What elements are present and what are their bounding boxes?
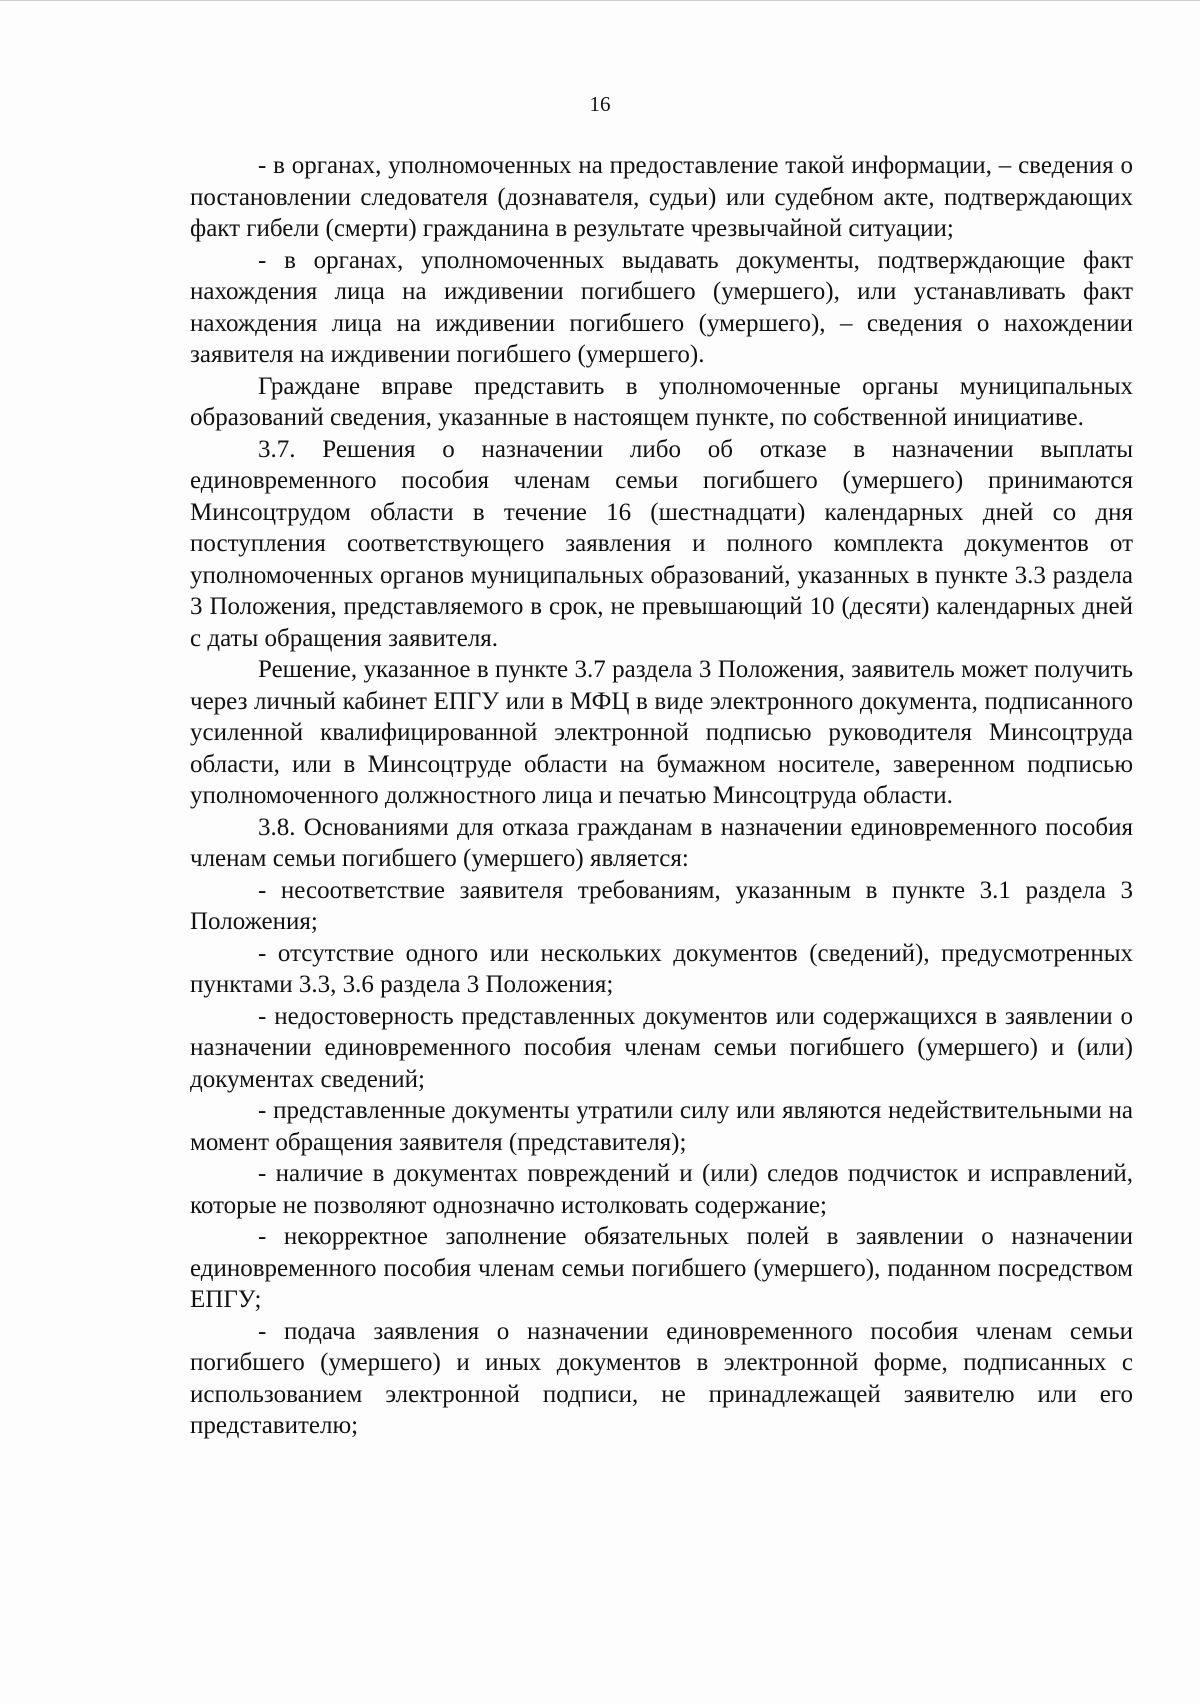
- scan-edge: [0, 0, 1200, 1]
- paragraph: Граждане вправе представить в уполномоченные органы муниципальных образований сведения, указанные в настоящем пункте, по собственной инициативе.: [190, 372, 1133, 431]
- paragraph: - недостоверность представленных документов или содержащихся в заявлении о назначении единовременного пособия членам семьи погибшего (умершего) и (или) документах сведений;: [190, 1002, 1133, 1093]
- paragraph: Решение, указанное в пункте 3.7 раздела 3 Положения, заявитель может получить через личный кабинет ЕПГУ или в МФЦ в виде электронного документа, подписанного усиленной квалифицированной электронной подписью руководителя Минсоцтруда области, или в Минсоцтруде области на бумажном носителе, заверенном подписью уполномоченного должностного лица и печатью Минсоцтруда области.: [190, 656, 1133, 809]
- document-body: [190, 150, 1133, 1442]
- paragraph: - в органах, уполномоченных выдавать документы, подтверждающие факт нахождения лица на иждивении погибшего (умершего), или устанавливать факт нахождения лица на иждивении погибшего (умершего), – сведения о нахождении заявителя на иждивении погибшего (умершего).: [190, 246, 1133, 368]
- paragraph: - отсутствие одного или нескольких документов (сведений), предусмотренных пунктами 3.3, 3.6 раздела 3 Положения;: [190, 939, 1133, 998]
- paragraph: 3.7. Решения о назначении либо об отказе в назначении выплаты единовременного пособия членам семьи погибшего (умершего) принимаются Минсоцтрудом области в течение 16 (шестнадцати) календарных дней со дня поступления соответствующего заявления и полного комплекта документов от уполномоченных органов муниципальных образований, указанных в пункте 3.3 раздела 3 Положения, представляемого в срок, не превышающий 10 (десяти) календарных дней с даты обращения заявителя.: [190, 435, 1133, 652]
- paragraph: - подача заявления о назначении единовременного пособия членам семьи погибшего (умершего) и иных документов в электронной форме, подписанных с использованием электронной подписи, не принадлежащей заявителю или его представителю;: [190, 1317, 1133, 1439]
- paragraph: 3.8. Основаниями для отказа гражданам в назначении единовременного пособия членам семьи погибшего (умершего) является:: [190, 813, 1133, 872]
- paragraph: - несоответствие заявителя требованиям, указанным в пункте 3.1 раздела 3 Положения;: [190, 876, 1133, 935]
- paragraph: - в органах, уполномоченных на предоставление такой информации, – сведения о постановлении следователя (дознавателя, судьи) или судебном акте, подтверждающих факт гибели (смерти) гражданина в результате чрезвычайной ситуации;: [190, 152, 1133, 242]
- paragraph: - представленные документы утратили силу или являются недействительными на момент обращения заявителя (представителя);: [190, 1097, 1133, 1156]
- paragraph: - наличие в документах повреждений и (или) следов подчисток и исправлений, которые не позволяют однозначно истолковать содержание;: [190, 1160, 1133, 1219]
- page-number: 16: [589, 92, 611, 116]
- paragraph: - некорректное заполнение обязательных полей в заявлении о назначении единовременного пособия членам семьи погибшего (умершего), поданном посредством ЕПГУ;: [190, 1223, 1133, 1313]
